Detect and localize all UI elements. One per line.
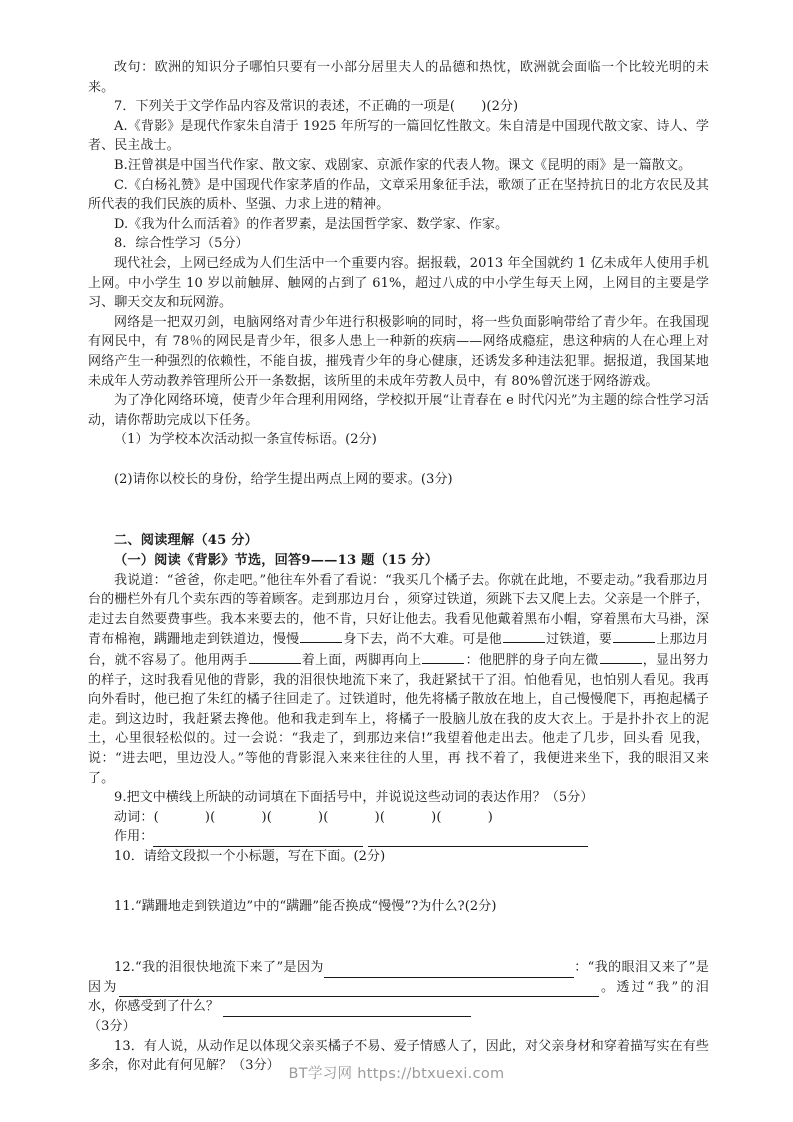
question-12-part-b: ：“我的眼泪又来了”是因为	[88, 960, 709, 995]
question-8-stem: 8．综合性学习（5分）	[114, 236, 249, 252]
passage-part-3: 过铁道，要	[545, 632, 613, 648]
question-12-part-a: 12.“我的泪很快地流下来了”是因为	[114, 960, 324, 976]
question-11: 11.“蹒跚地走到铁道边”中的“蹒跚”能否换成“慢慢”?为什么?(2分)	[114, 898, 497, 914]
section-2-sub-heading: （一）阅读《背影》节选，回答9——13 题（15 分）	[114, 553, 439, 569]
question-10: 10．请给文段拟一个小标题，写在下面。(2分)	[114, 848, 386, 864]
answer-space-8-1	[88, 450, 709, 470]
passage-blank-4	[249, 650, 301, 664]
question-12-points: （3分）	[88, 1018, 136, 1034]
question-8-sub-1: （1）为学校本次活动拟一条宣传标语。(2分)	[114, 432, 377, 448]
section-2-heading: 二、阅读理解（45 分）	[114, 533, 259, 549]
question-7-stem: 7．下列关于文学作品内容及常识的表述，不正确的一项是( )(2分)	[114, 99, 519, 115]
verb-bracket-5[interactable]: ( )	[379, 809, 437, 825]
passage-part-2: 身下去，尚不大难。可是他	[343, 632, 502, 648]
passage-part-7: ，显出努力的样子，这时我看见他的背影，我的泪很快地流下来了，我赶紧拭干了泪。怕他看见，也怕别人看见。我再向外看时，他已抱了朱红的橘子往回走了。过铁道时，他先将橘子散放在地上，自己慢慢爬下，再抱起橘子走。到这边时，我赶紧去搀他。他和我走到车上，将橘子一股脑儿放在我的皮大衣上。于是扑扑衣上的泥土，心里很轻松似的。过一会说：“我走了，到那边来信!”我望着他走出去。他走了几步，回头看 见我，说：“进去吧，里边没人。”等他的背影混入来来往往的人里，再 找不着了，我便进来坐下，我的眼泪又来了。	[88, 653, 709, 786]
verb-bracket-1[interactable]: ( )	[153, 809, 211, 825]
answer-space-10	[88, 867, 709, 897]
question-8-material-2: 网络是一把双刃剑，电脑网络对青少年进行积极影响的同时，将一些负面影响带给了青少年。在我国现有网民中，有 78％的网民是青少年，很多人患上一种新的疾病——网络成瘾症，患这种病的人在心理上对网络产生一种强烈的依赖性，不能自拔，摧残青少年的身心健康，还诱发多种违法犯罪。据报道，我国某地未成年人劳动教养管理所公开一条数据，该所里的未成年劳教人员中，有 80%曾沉迷于网络游戏。	[88, 314, 709, 389]
passage-blank-2	[503, 629, 545, 643]
question-8-material-3: 为了净化网络环境，使青少年合理利用网络，学校拟开展“让青春在 e 时代闪光”为主题的综合性学习活动，请你帮助完成以下任务。	[88, 393, 709, 428]
question-7-option-c: C.《白杨礼赞》是中国现代作家茅盾的作品，文章采用象征手法，歌颂了正在坚持抗日的北方农民及其所代表的我们民族的质朴、坚强、力求上进的精神。	[88, 177, 709, 213]
question-13: 13．有人说，从动作足以体现父亲买橘子不易、爱子情感人了，因此，对父亲身材和穿着描写实在有些多余，你对此有何见解？（3分）	[88, 1038, 709, 1074]
question-7-option-a: A.《背影》是现代作家朱自清于 1925 年所写的一篇回忆性散文。朱自清是中国现代散文家、诗人、学者、民主战士。	[88, 118, 709, 154]
passage-blank-5	[422, 650, 464, 664]
question-8-material-1: 现代社会，上网已经成为人们生活中一个重要内容。据报载，2013 年全国就约 1 亿未成年人使用手机上网。中小学生 10 岁以前触屏、触网的占到了 61%，超过八成的中小学生每天上网，上网目的主要是学习、聊天交友和玩网游。	[88, 255, 709, 311]
passage-blank-6	[600, 650, 642, 664]
question-9-effect-label: 作用：	[114, 829, 154, 845]
question-9-verbs-row	[88, 808, 709, 828]
passage-part-6: ：他肥胖的身子向左微	[465, 653, 599, 669]
passage-blank-1	[300, 629, 342, 643]
verb-bracket-4[interactable]: ( )	[323, 809, 380, 825]
passage-blank-3	[613, 629, 655, 643]
question-8-sub-2: (2)请你以校长的身份，给学生提出两点上网的要求。(3分)	[114, 471, 453, 487]
passage-part-1: 我说道：“爸爸，你走吧。”他往车外看了看说：“我买几个橘子去。你就在此地，不要走动。”我看那边月台的栅栏外有几个卖东西的等着顾客。走到那边月台 ，须穿过铁道，须跳下去又爬上去。父亲是一个胖子，走过去自然要费事些。我本来要去的，他不肯，只好让他去。我看见他戴着黑布小帽，穿着黑布大马褂，深青布棉袍，蹒跚地走到铁道边，慢慢	[88, 572, 709, 648]
verb-bracket-2[interactable]: ( )	[210, 809, 267, 825]
question-12-answer-line-3[interactable]	[223, 1002, 471, 1017]
question-12-answer-line-1[interactable]	[324, 963, 574, 978]
answer-space-8-2	[88, 489, 709, 531]
question-12-answer-line-2[interactable]	[119, 982, 599, 997]
passage-part-4: 上那边月台，就不容易了。他用两手	[88, 632, 709, 669]
question-7-option-d: D.《我为什么而活着》的作者罗素，是法国哲学家、数学家、作家。	[114, 216, 509, 232]
question-9-stem: 9.把文中横线上所缺的动词填在下面括号中，并说说这些动词的表达作用？（5分）	[114, 790, 594, 806]
question-9-answer-line-2[interactable]	[368, 832, 588, 847]
passage-part-5: 着上面，两脚再向上	[301, 653, 422, 669]
site-watermark: BT学习网 https://btxuexi.com	[288, 1066, 505, 1082]
question-9-answer-line-1[interactable]	[153, 832, 363, 847]
verb-bracket-3[interactable]: ( )	[266, 809, 324, 825]
beiying-passage	[88, 571, 709, 789]
question-9-verbs-label: 动词：	[114, 809, 154, 825]
revision-sentence: 改句：欧洲的知识分子哪怕只要有一小部分居里夫人的品德和热忱，欧洲就会面临一个比较光明的未来。	[88, 60, 709, 95]
question-12-part-c: 。透过“我”的泪水，你感受到了什么？	[88, 979, 710, 1015]
question-9-effect-row	[88, 827, 709, 847]
verb-bracket-6[interactable]: ( )	[436, 809, 493, 825]
question-12	[88, 958, 709, 1017]
answer-space-11	[88, 916, 709, 958]
question-7-option-b: B.汪曾祺是中国当代作家、散文家、戏剧家、京派作家的代表人物。课文《昆明的雨》是一篇散文。	[114, 157, 692, 173]
